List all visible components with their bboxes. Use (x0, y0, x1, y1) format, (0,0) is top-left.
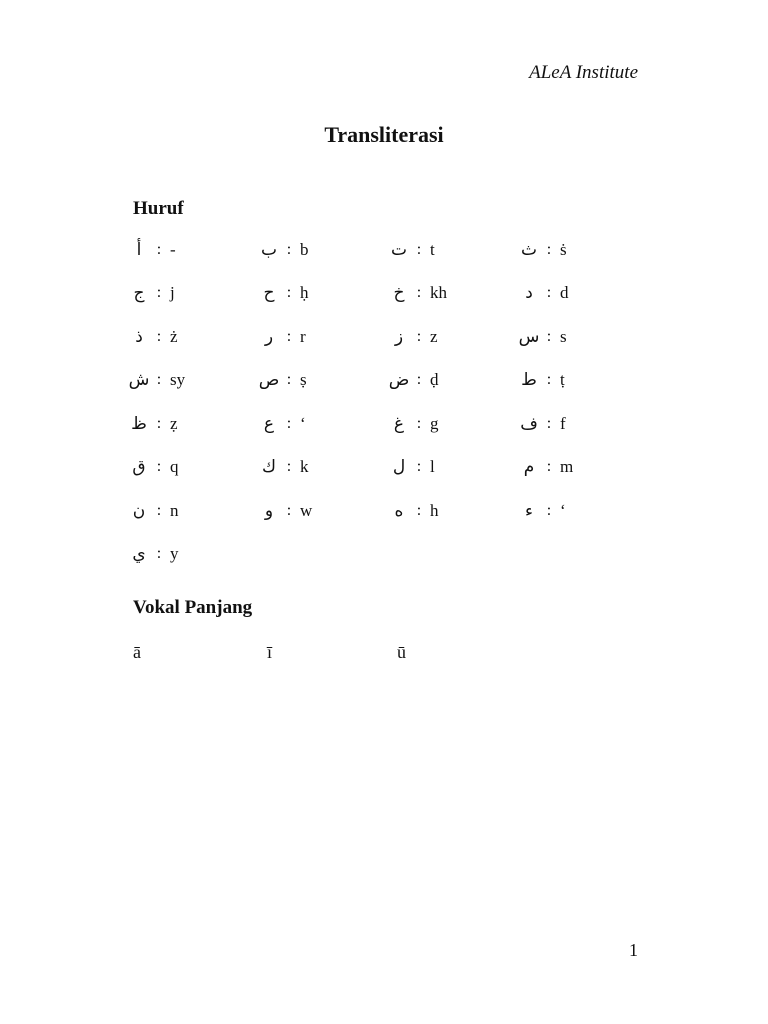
arabic-letter: ه (394, 500, 404, 521)
letter-pair (128, 402, 258, 446)
separator-colon: : (286, 501, 292, 519)
separator-colon: : (416, 458, 422, 476)
separator-colon: : (286, 371, 292, 389)
arabic-letter: خ (393, 283, 405, 304)
letter-pair (258, 402, 388, 446)
letter-pair (388, 489, 518, 533)
latin-transliteration: t (430, 239, 435, 259)
letter-pair (128, 315, 258, 359)
latin-transliteration: h (430, 500, 439, 520)
arabic-letter: ز (394, 326, 404, 347)
separator-colon: : (416, 240, 422, 258)
arabic-letter: ص (258, 370, 280, 391)
letter-pair (518, 228, 648, 272)
latin-transliteration: ż (170, 326, 178, 346)
latin-transliteration: ṭ (560, 370, 565, 390)
latin-transliteration: s (560, 326, 567, 346)
latin-transliteration: ṡ (560, 239, 567, 259)
page-number: 1 (629, 940, 638, 960)
separator-colon: : (416, 414, 422, 432)
arabic-letter: ش (128, 370, 150, 391)
arabic-letter: ظ (131, 413, 147, 434)
arabic-letter: ج (133, 283, 145, 304)
latin-transliteration: m (560, 457, 574, 477)
letter-pair (388, 446, 518, 490)
letter-pair (128, 489, 258, 533)
latin-transliteration: r (300, 326, 306, 346)
latin-transliteration: ‘ (560, 500, 566, 520)
separator-colon: : (416, 327, 422, 345)
separator-colon: : (156, 414, 162, 432)
arabic-letter: ر (264, 326, 274, 347)
arabic-letter: ض (388, 370, 410, 391)
arabic-letter: و (264, 500, 274, 521)
latin-transliteration: sy (170, 370, 186, 390)
letter-pair (128, 446, 258, 490)
separator-colon: : (546, 501, 552, 519)
separator-colon: : (546, 458, 552, 476)
arabic-letter: ذ (135, 326, 143, 347)
latin-transliteration: w (300, 500, 313, 520)
section-heading-vokal-panjang: Vokal Panjang (133, 597, 253, 618)
header-institute-name: ALeA Institute (529, 62, 638, 83)
latin-transliteration: j (170, 283, 175, 303)
separator-colon: : (546, 284, 552, 302)
section-heading-huruf: Huruf (133, 198, 184, 219)
arabic-letter: أ (136, 239, 142, 260)
letter-pair (388, 402, 518, 446)
arabic-letter: م (523, 457, 535, 478)
separator-colon: : (156, 371, 162, 389)
latin-transliteration: n (170, 500, 179, 520)
latin-transliteration: - (170, 239, 176, 259)
separator-colon: : (546, 240, 552, 258)
letter-pair (258, 446, 388, 490)
letter-pair (258, 359, 388, 403)
arabic-letter: د (525, 283, 533, 304)
latin-transliteration: ṣ (300, 370, 307, 390)
latin-transliteration: d (560, 283, 569, 303)
letter-pair (128, 359, 258, 403)
latin-transliteration: g (430, 413, 439, 433)
arabic-letter: ب (260, 239, 277, 260)
latin-transliteration: q (170, 457, 179, 477)
latin-transliteration: ḍ (430, 370, 439, 390)
separator-colon: : (156, 545, 162, 563)
arabic-letter: ح (263, 283, 275, 304)
letter-pair (518, 272, 648, 316)
arabic-letter: س (518, 326, 540, 347)
latin-transliteration: k (300, 457, 309, 477)
separator-colon: : (416, 371, 422, 389)
long-vowel: ā (133, 642, 141, 662)
arabic-letter: ق (132, 457, 146, 478)
long-vowel: ī (267, 642, 273, 662)
latin-transliteration: ẓ (170, 413, 178, 433)
separator-colon: : (546, 327, 552, 345)
letter-pair (388, 228, 518, 272)
separator-colon: : (286, 458, 292, 476)
arabic-letter: ن (132, 500, 146, 521)
separator-colon: : (156, 327, 162, 345)
letter-pair (388, 315, 518, 359)
separator-colon: : (416, 284, 422, 302)
page-title: Transliterasi (324, 122, 444, 147)
separator-colon: : (546, 371, 552, 389)
letter-pair (258, 272, 388, 316)
letter-pair (518, 402, 648, 446)
arabic-letter: ث (520, 239, 537, 260)
arabic-letter: ك (261, 457, 276, 478)
arabic-letter: ل (392, 457, 406, 478)
separator-colon: : (156, 458, 162, 476)
letter-pair (128, 272, 258, 316)
separator-colon: : (286, 327, 292, 345)
letter-pair (258, 228, 388, 272)
latin-transliteration: y (170, 544, 179, 564)
latin-transliteration: z (430, 326, 438, 346)
arabic-letter: ت (390, 239, 407, 260)
letter-pair (518, 315, 648, 359)
latin-transliteration: b (300, 239, 309, 259)
arabic-letter: ف (520, 413, 538, 434)
arabic-letter: غ (393, 413, 405, 434)
arabic-letter: ط (521, 370, 537, 391)
long-vowel: ū (397, 642, 406, 662)
separator-colon: : (156, 284, 162, 302)
transliteration-letters-grid (128, 228, 648, 576)
letter-pair (128, 533, 258, 577)
letter-pair (258, 489, 388, 533)
arabic-letter: ء (525, 500, 533, 521)
latin-transliteration: l (430, 457, 435, 477)
letter-pair (258, 315, 388, 359)
separator-colon: : (156, 240, 162, 258)
letter-pair (388, 272, 518, 316)
letter-pair (518, 359, 648, 403)
letter-pair (518, 446, 648, 490)
separator-colon: : (156, 501, 162, 519)
letter-pair (388, 359, 518, 403)
letter-pair (128, 228, 258, 272)
latin-transliteration: f (560, 413, 566, 433)
separator-colon: : (286, 414, 292, 432)
latin-transliteration: kh (430, 283, 447, 303)
latin-transliteration: ḥ (300, 283, 309, 303)
separator-colon: : (286, 284, 292, 302)
separator-colon: : (416, 501, 422, 519)
latin-transliteration: ‘ (300, 413, 306, 433)
long-vowels-row (133, 642, 527, 663)
separator-colon: : (546, 414, 552, 432)
separator-colon: : (286, 240, 292, 258)
arabic-letter: ي (132, 544, 146, 565)
letter-pair (518, 489, 648, 533)
arabic-letter: ع (263, 413, 275, 434)
